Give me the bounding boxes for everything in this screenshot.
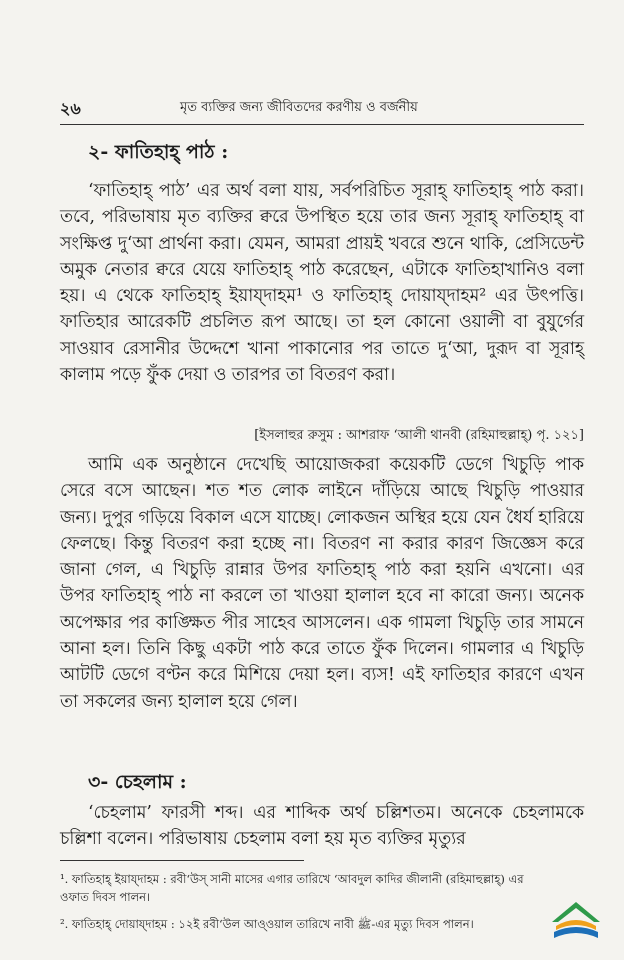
footnote-rule — [60, 860, 304, 861]
running-title: মৃত ব্যক্তির জন্য জীবিতদের করণীয় ও বর্জনীয় — [180, 100, 418, 115]
body-paragraph-fatihah: ‘ফাতিহাহ্ পাঠ’ এর অর্থ বলা যায়, সর্বপরিচিত সূরাহ্ ফাতিহাহ্ পাঠ করা। তবে, পরিভাষায় মৃত ব্যক্তির ক্বরে উপস্থিত হয়ে তার জন্য সূরাহ্ ফাতিহাহ্ বা সংক্ষিপ্ত দু‘আ প্রার্থনা করা। যেমন, আমরা প্রায়ই খবরে শুনে থাকি, প্রেসিডেন্ট অমুক নেতার ক্বরে যেয়ে ফাতিহাহ্ পাঠ করেছেন, এটাকে ফাতিহাখানিও বলা হয়। এ থেকে ফাতিহাহ্ ইয়ায্দাহম¹ ও ফাতিহাহ্ দোয়ায্দাহম² এর উৎপত্তি। ফাতিহার আরেকটি প্রচলিত রূপ আছে। তা হল কোনো ওয়ালী বা বুযুর্গের সাওয়াব রেসানীর উদ্দেশে খানা পাকানোর পর তাতে দু‘আ, দুরূদ বা সূরাহ্ কালাম পড়ে ফুঁক দেয়া ও তারপর তা বিতরণ করা। — [60, 181, 584, 386]
footnote-2: ². ফাতিহাহ্ দোয়ায্দাহম : ১২ই রবী‘উল আও্ওয়াল তারিখে নাবী ﷺ-এর মৃত্যু দিবস পালন। — [60, 917, 474, 931]
page-number: ২৬ — [60, 99, 81, 118]
citation: [ইসলাহুর রুসুম : আশরাফ ‘আলী থানবী (রহিমাহুল্লাহ্) পৃ. ১২১] — [254, 428, 584, 443]
body-paragraph-anecdote: আমি এক অনুষ্ঠানে দেখেছি আয়োজকরা কয়েকটি ডেগে খিচুড়ি পাক সেরে বসে আছেন। শত শত লোক লাইনে দাঁড়িয়ে আছে খিচুড়ি পাওয়ার জন্য। দুপুর গড়িয়ে বিকাল এসে যাচ্ছে। লোকজন অস্থির হয়ে যেন ধৈর্য হারিয়ে ফেলছে। কিন্তু বিতরণ করা হচ্ছে না। বিতরণ না করার কারণ জিজ্ঞেস করে জানা গেল, এ খিচুড়ি রান্নার উপর ফাতিহাহ্ পাঠ করা হয়নি এখনো। এর উপর ফাতিহাহ্ পাঠ না করলে তা খাওয়া হালাল হবে না কারো জন্য। অনেক অপেক্ষার পর কাঙ্ক্ষিত পীর সাহেব আসলেন। এক গামলা খিচুড়ি তার সামনে আনা হল। তিনি কিছু একটা পাঠ করে তাতে ফুঁক দিলেন। গামলার এ খিচুড়ি আটটি ডেগে বণ্টন করে মিশিয়ে দেয়া হল। ব্যস! এই ফাতিহার কারণে এখন তা সকলের জন্য হালাল হয়ে গেল। — [60, 455, 584, 712]
header-rule — [60, 124, 584, 125]
section-heading-chehlam: ৩- চেহলাম : — [88, 771, 187, 793]
page-header — [60, 96, 584, 122]
section-heading-fatihah: ২- ফাতিহাহ্ পাঠ : — [88, 141, 229, 163]
body-paragraph-chehlam: ‘চেহলাম’ ফারসী শব্দ। এর শাব্দিক অর্থ চল্লিশতম। অনেকে চেহলামকে চল্লিশা বলেন। পরিভাষায় চেহলাম বলা হয় মৃত ব্যক্তির মৃত্যুর — [60, 803, 584, 850]
publisher-logo-icon — [550, 900, 602, 944]
footnote-1: ¹. ফাতিহাহ্ ইয়ায্দাহম : রবী‘উস্ সানী মাসের এগার তারিখে ‘আবদুল কাদির জীলানী (রহিমাহুল্লাহ্) এর ওফাত দিবস পালন। — [60, 872, 524, 904]
